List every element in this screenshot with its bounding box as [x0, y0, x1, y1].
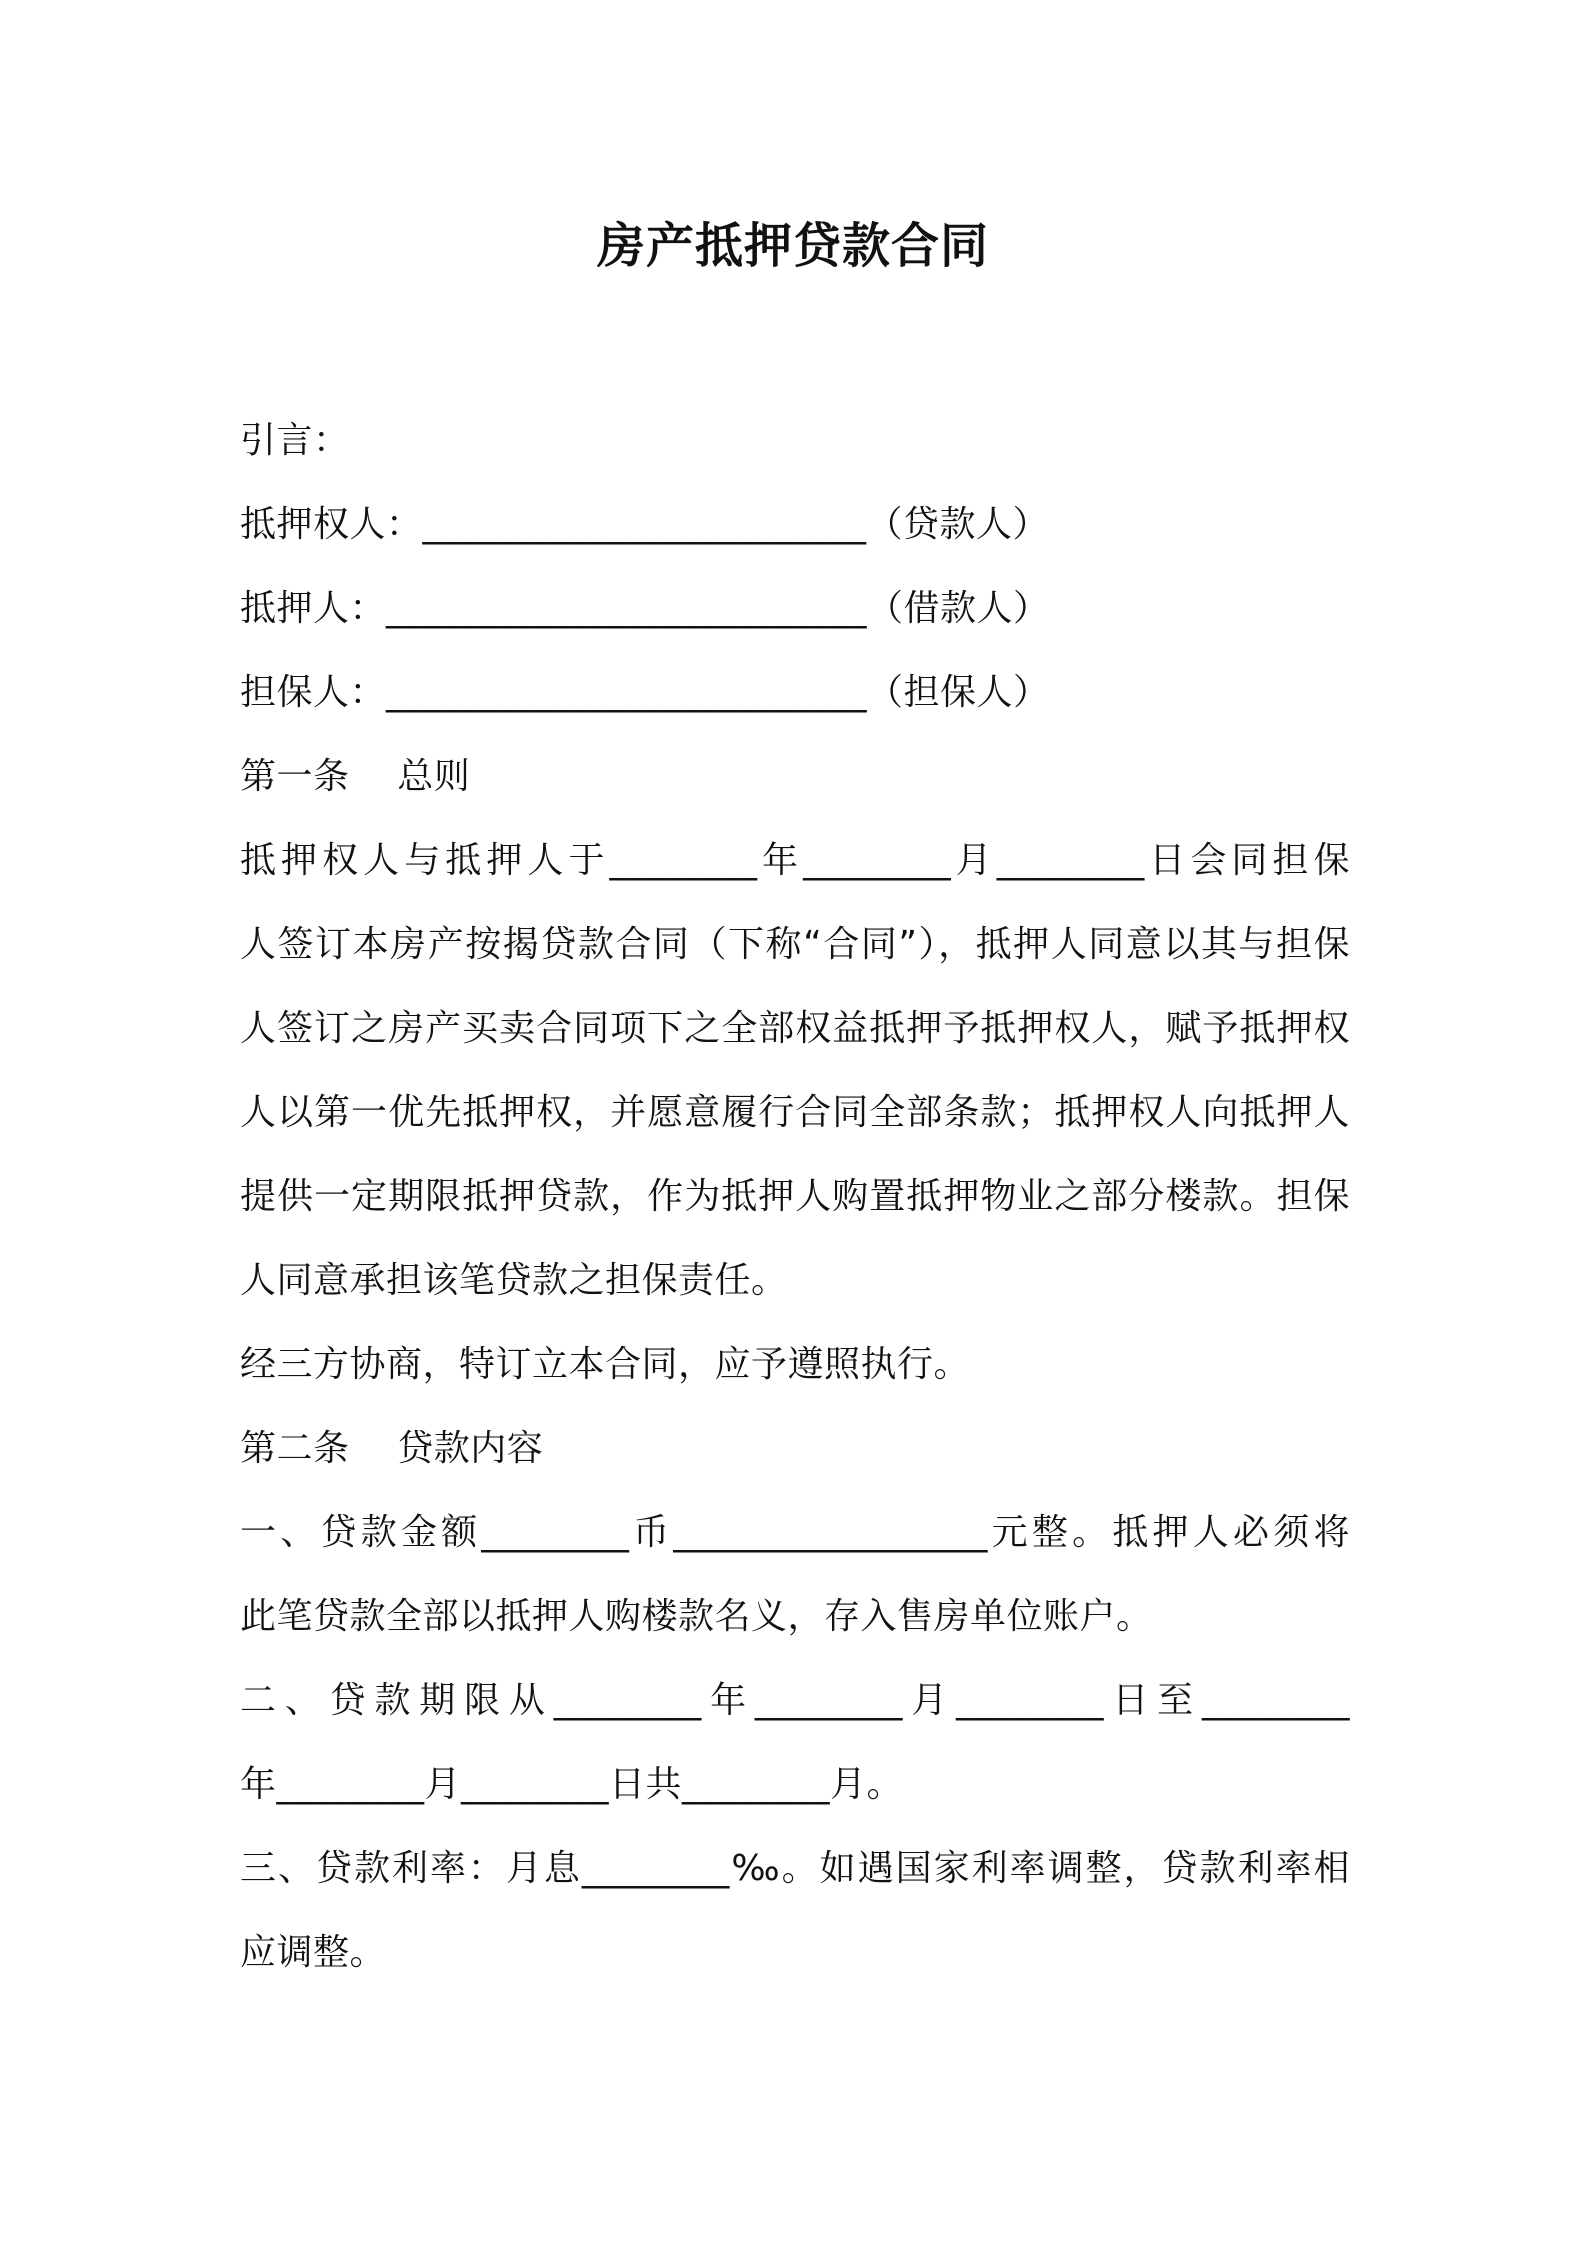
intro-heading: 引言： — [240, 420, 350, 461]
loan-term-line: 二、贷款期限从________年________月________日至________ — [240, 1680, 1350, 1721]
mortgagor-line: 抵押人：__________________________（借款人） — [240, 588, 1050, 629]
mortgagee-line: 抵押权人：________________________（贷款人） — [240, 504, 1050, 545]
article-1-paragraph-line: 人签订本房产按揭贷款合同（下称“合同”），抵押人同意以其与担保 — [240, 924, 1350, 965]
agreement-statement: 经三方协商，特订立本合同，应予遵照执行。 — [240, 1344, 971, 1385]
article-2-heading: 第二条 贷款内容 — [240, 1428, 544, 1469]
loan-term-line: 年________月________日共________月。 — [240, 1764, 904, 1805]
guarantor-line: 担保人：__________________________（担保人） — [240, 672, 1050, 713]
article-1-paragraph-line: 提供一定期限抵押贷款，作为抵押人购置抵押物业之部分楼款。担保 — [240, 1176, 1350, 1217]
loan-amount-line: 此笔贷款全部以抵押人购楼款名义，存入售房单位账户。 — [240, 1596, 1153, 1637]
article-1-paragraph-line: 抵押权人与抵押人于________年________月________日会同担保 — [240, 840, 1350, 881]
document-title: 房产抵押贷款合同 — [596, 218, 989, 274]
loan-rate-line: 三、贷款利率：月息________‰。如遇国家利率调整，贷款利率相 — [240, 1848, 1350, 1889]
article-1-paragraph-line: 人同意承担该笔贷款之担保责任。 — [240, 1260, 788, 1301]
article-1-paragraph-line: 人签订之房产买卖合同项下之全部权益抵押予抵押权人，赋予抵押权 — [240, 1008, 1350, 1049]
article-1-heading: 第一条 总则 — [240, 756, 471, 797]
loan-rate-line: 应调整。 — [240, 1932, 387, 1973]
article-1-paragraph-line: 人以第一优先抵押权，并愿意履行合同全部条款；抵押权人向抵押人 — [240, 1092, 1350, 1133]
loan-amount-line: 一、贷款金额________币_________________元整。抵押人必须将 — [240, 1512, 1350, 1553]
